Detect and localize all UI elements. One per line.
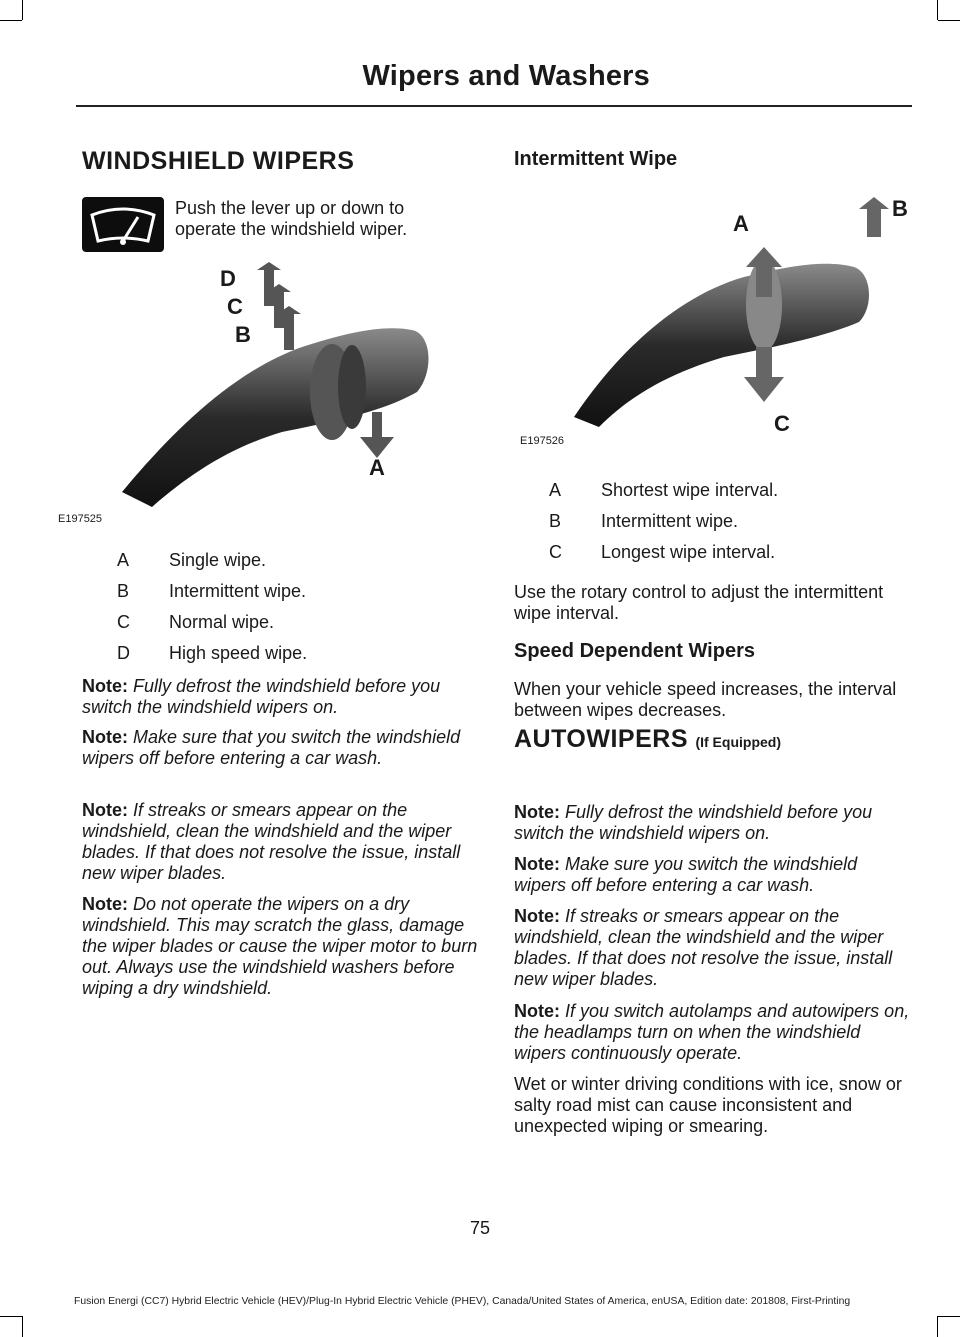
intro-text: Push the lever up or down to operate the windshield wiper. <box>175 198 408 239</box>
speed-dependent-text: When your vehicle speed increases, the interval between wipes decreases. <box>514 679 897 720</box>
page-header-title: Wipers and Washers <box>362 60 650 92</box>
note: Note: If streaks or smears appear on the windshield, clean the windshield and the wiper blades. If that does not resolve the issue, install new wiper blades. <box>514 906 893 989</box>
legend-row: A Single wipe. <box>117 550 267 570</box>
windshield-wiper-icon <box>82 197 164 252</box>
figure-code: E197525 <box>58 513 103 525</box>
crop-mark <box>938 20 960 21</box>
crop-mark <box>22 0 23 20</box>
section-title-windshield-wipers: WINDSHIELD WIPERS <box>82 147 355 175</box>
figure-code: E197526 <box>520 435 565 447</box>
rotary-control-text: Use the rotary control to adjust the intermittent wipe interval. <box>514 582 884 623</box>
figure-label-b: B <box>235 322 251 347</box>
legend-row: A Shortest wipe interval. <box>549 480 779 500</box>
figure-label-c: C <box>774 411 790 436</box>
subsection-title-speed-dependent: Speed Dependent Wipers <box>514 640 755 662</box>
note: Note: Make sure that you switch the windshield wipers off before entering a car wash. <box>82 727 461 768</box>
page-number: 75 <box>469 1218 491 1238</box>
closing-text: Wet or winter driving conditions with ice, snow or salty road mist can cause inconsistent and unexpected wiping or smearing. <box>514 1074 902 1136</box>
header-rule <box>76 105 912 107</box>
note: Note: If streaks or smears appear on the windshield, clean the windshield and the wiper blades. If that does not resolve the issue, install new wiper blades. <box>82 800 461 883</box>
crop-mark <box>937 0 938 20</box>
crop-mark <box>22 1316 23 1337</box>
subsection-title-intermittent: Intermittent Wipe <box>514 148 678 170</box>
figure-label-a: A <box>369 455 385 480</box>
legend-row: D High speed wipe. <box>117 643 308 663</box>
note: Note: Do not operate the wipers on a dry windshield. This may scratch the glass, damage the wiper blades or cause the wiper motor to burn out. Always use the windshield washers before wiping a dry windshield. <box>82 894 478 998</box>
legend-row: C Longest wipe interval. <box>549 542 776 562</box>
legend-row: B Intermittent wipe. <box>117 581 307 601</box>
crop-mark <box>938 1316 960 1317</box>
note: Note: Fully defrost the windshield before you switch the windshield wipers on. <box>82 676 441 717</box>
section-title-autowipers: AUTOWIPERS (If Equipped) <box>514 725 781 753</box>
figure-label-d: D <box>220 266 236 291</box>
wiper-lever-figure <box>58 262 472 528</box>
footer-text: Fusion Energi (CC7) Hybrid Electric Vehicle (HEV)/Plug-In Hybrid Electric Vehicle (PHEV), Canada/United States of America, enUSA, Edition date: 201808, First-Printing <box>74 1296 851 1307</box>
figure-label-c: C <box>227 294 243 319</box>
note: Note: Fully defrost the windshield before you switch the windshield wipers on. <box>514 802 873 843</box>
legend-row: B Intermittent wipe. <box>549 511 739 531</box>
crop-mark <box>0 1316 22 1317</box>
figure-label-b: B <box>892 196 908 221</box>
note: Note: Make sure you switch the windshield wipers off before entering a car wash. <box>514 854 858 895</box>
crop-mark <box>937 1316 938 1337</box>
intermittent-wipe-figure <box>514 197 912 453</box>
figure-label-a: A <box>733 211 749 236</box>
note: Note: If you switch autolamps and autowipers on, the headlamps turn on when the windshield wipers continuously operate. <box>514 1001 910 1063</box>
legend-row: C Normal wipe. <box>117 612 275 632</box>
crop-mark <box>0 20 22 21</box>
